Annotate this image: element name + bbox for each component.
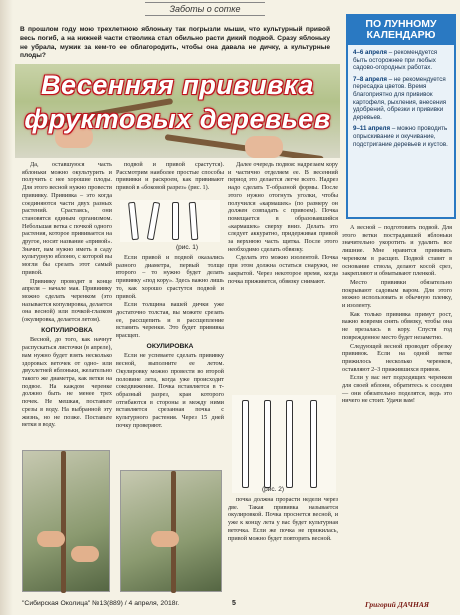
diagram-stick (172, 202, 179, 240)
issue-info: "Сибирская Околица" №13(889) / 4 апреля, 2018г. (22, 600, 180, 607)
author-signature: Григорий ДАЧНАЯ (365, 600, 429, 609)
calendar-text: – не рекомендуется пересадка цветов. Время благоприятно для прививок картофеля, рыхления, внесения удобрений, обрезки и прививки деревьев. (353, 75, 447, 121)
grafting-photo-middle (120, 470, 222, 592)
diagram-stick (264, 400, 271, 488)
diagram-stick (310, 400, 317, 488)
subheading-okulirovka: ОКУЛИРОВКА (146, 342, 194, 350)
page-number: 5 (232, 600, 236, 607)
paragraph: Если толщина вашей дички уже достаточно толстая, вы можете срезать ее, рассщепить и в рассщепление вставить черенки. Это будет прививка врасщеп. (116, 301, 224, 340)
hand-shape (151, 531, 179, 547)
hand-shape (71, 546, 99, 562)
article-title-line1: Весенняя прививка (41, 70, 314, 100)
paragraph: Следующей весной проводят обрезку прививок. Если на одной ветке прижилось несколько черенков, оставляют 2–3 прижившихся привоя. (342, 342, 452, 373)
paragraph: Место прививки обязательно покрывают садовым варом. Для этого можно использовать и обычную пленку, и изоленту. (342, 278, 452, 310)
hand-shape (245, 136, 283, 158)
calendar-date: 9–11 апреля (353, 125, 391, 133)
diagram-stick (242, 400, 249, 488)
paragraph: А весной – подготовить подвой. Для этого ветки пострадавшей яблоньки значительно укоротить и удалить все лишние. Мне нравится прививать черенком в расщеп. Подвой ставят в основание ствола, делают косой срез, закрепляют и обматывают пленкой. (342, 224, 452, 278)
paragraph: Если не успеваете сделать прививку весной, выполните ее летом. Окулировку можно провести во второй половине лета, когда уже происходит сокодвижение. Почка вставляется в т-образный разрез, края которого отгибаются в стороны и между ними вставляется срезанная почка с культурного растения. Через 15 дней почку проверяют. (116, 352, 224, 429)
hero-photo (15, 64, 340, 158)
reader-question: В прошлом году мою трехлетнюю яблоньку так погрызли мыши, что культурный привой весь погиб, а на нижней части стволика стал обильно расти дикий подвой. Сразу яблоньку не убрала, мужик за кем-то ее облагородить, чтобы она давала не дичку, а культурные плоды? (20, 26, 330, 60)
hand-shape (37, 531, 65, 547)
grafting-diagram-1 (120, 200, 220, 242)
article-column-2 (116, 161, 224, 193)
figure-1-caption: (рис. 1) (176, 244, 199, 251)
section-tag: Заботы о сотке (145, 2, 265, 16)
lunar-calendar-body (348, 45, 454, 156)
page-binding-shadow (0, 0, 13, 615)
diagram-stick (147, 202, 160, 241)
grafting-diagram-2 (232, 395, 336, 493)
article-column-3b (228, 496, 338, 543)
paragraph: Да, оставшуюся часть яблоньки можно окультурить и получить с нее хорошие плоды. Для этого весной нужно провести прививку. Прививка – это когда соединяются части двух разных растений. Срастаясь, они становятся единым организмом. Небольшая ветка с почкой одного растения, которое прививается на другое, носит название «привой». Значит, вам нужно иметь в саду культурную яблоню, с которой вы могли бы срезать этот самый привой. (22, 161, 112, 276)
article-title-line2: фруктовых деревьев (24, 104, 331, 134)
article-column-1 (22, 161, 112, 430)
paragraph: Прививку проводят в конце апреля – начале мая. Привиивку можно сделать черенком (это называется копулировка, делается она весной) или почкой-глазком (окулировка, делается летом). (22, 277, 112, 324)
paragraph: Если привой и подвой оказались разного диаметра, первый толще второго – то нужно будет делать прививку «под кору». Здесь важно лишь то, как хорошо срастутся подвой и привой. (116, 254, 224, 300)
calendar-entry (353, 49, 449, 72)
lunar-calendar-box (346, 14, 456, 219)
calendar-text: – можно проводить опрыскивание и окучивание, подстригание деревьев и кустов. (353, 125, 448, 148)
calendar-date: 7–8 апреля (353, 75, 387, 83)
paragraph: Далее очередь подвоя: надрезаем кору и частично отделяем ее. В весенний период это делается легче всего. Надрез надо сделать Т-образной формы. После этого нужно отогнуть уголки, чтобы получился «кармашек» (по размеру он должен совпадать с привоем). Почка помещается в образовавшийся «кармашек» сверху вниз. Делать это следует аккуратно, придерживая привой за верхнюю часть щитка. После этого необходимо сделать обвязку. (228, 161, 338, 253)
grafting-photo-left (22, 450, 110, 592)
paragraph: подвой и привой срастутся). Рассмотрим наиболее простые способы прививки и раскроем, как прививают привой в «боковой разрез» (рис. 1). (116, 161, 224, 192)
paragraph: Как только прививка примут рост, важно вовремя снять обвязку, чтобы она не врезалась в кору. Спустя год поврежденное место будет незаметно. (342, 310, 452, 341)
article-column-2b (116, 254, 224, 430)
twig-shape (61, 451, 66, 593)
diagram-stick (128, 202, 139, 241)
calendar-entry (353, 76, 449, 122)
article-column-3 (228, 161, 338, 286)
article-column-4 (342, 224, 452, 406)
paragraph: Если у вас нет подходящих черенков для своей яблони, обратитесь к соседям — они обязательно поделятся, ведь это ничего не стоит. Удачи вам! (342, 374, 452, 405)
diagram-stick (286, 400, 293, 488)
paragraph: Сделать это можно изолентой. Почка при этом должна остаться снаружи, не закрытой. Через некоторое время, когда почка приживется, обвязку снимают. (228, 254, 338, 285)
diagram-stick (189, 202, 199, 240)
figure-2-caption: (рис. 2) (262, 486, 285, 493)
lunar-calendar-header: ПО ЛУННОМУ КАЛЕНДАРЮ (348, 16, 454, 45)
paragraph: Весной, до того, как начнут распускаться листочки (в апреле), вам нужно будет взять несколько здоровых веточек от одно- или двухлетней яблоньки, желательно такого же диаметра, как ветки на подвое. На каждом черенке должно быть не менее трех почек. Не мешкая, поставьте срезы в воду. На выбранной эту жизнь, но не позже. Поставьте ветки в воду. (22, 336, 112, 429)
calendar-date: 4–6 апреля (353, 49, 387, 56)
calendar-entry (353, 125, 449, 148)
paragraph: почка должна прорасти недели через две. Такая прививка называется окулировкой. Почка проснется весной, и уже к концу лета у вас будет культурная веточка. Если же почка не прижилась, привой можно будет повторить весной. (228, 496, 338, 542)
subheading-kopulirovka: КОПУЛИРОВКА (41, 326, 93, 334)
calendar-text: – рекомендуется быть осторожнее при любых садово-огородных работах. (353, 49, 438, 72)
